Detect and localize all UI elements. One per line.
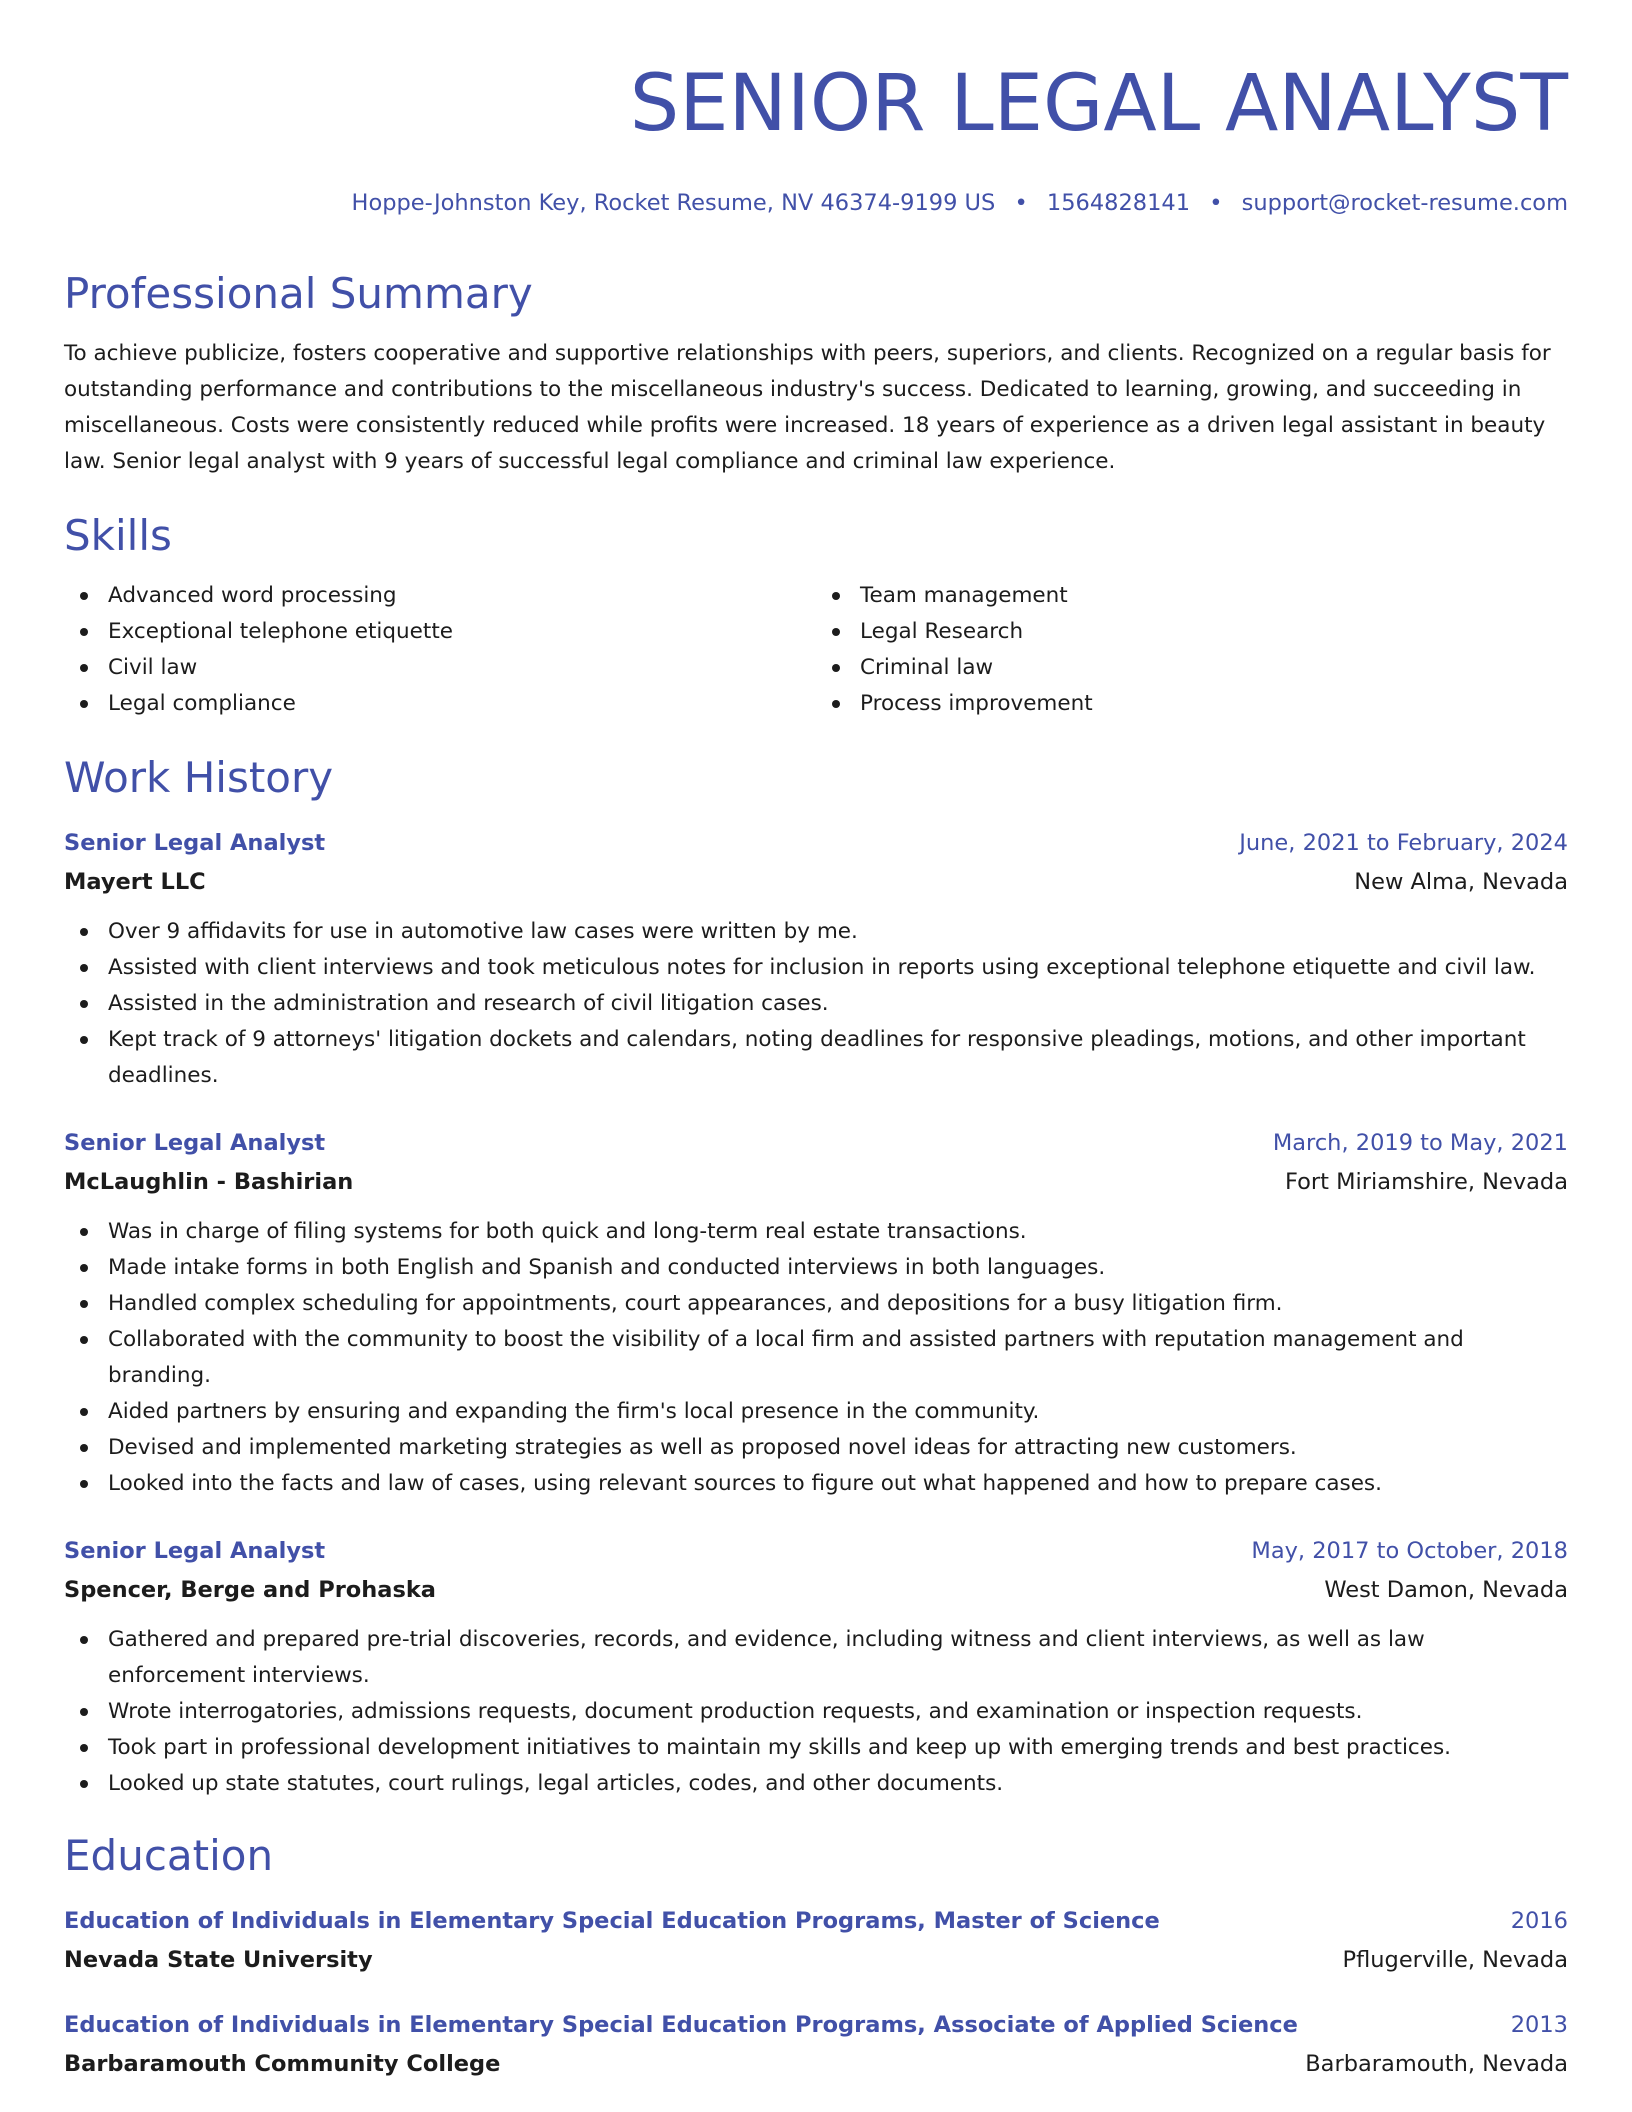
summary-text: To achieve publicize, fosters cooperative and supportive relationships with peers, superiors, and clients. Recognized on a regular basis for outstanding performance and contributions to the miscellaneous industry's success. Dedicated to learning, growing, and succeeding in miscellaneous. Costs were consistently reduced while profits were increased. 18 years of experience as a driven legal assistant in beauty law. Senior legal analyst with 9 years of successful legal compliance and criminal law experience. <box>64 341 1551 474</box>
job-dates: May, 2017 to October, 2018 <box>1251 1538 1568 1564</box>
job-company-row <box>64 862 1568 902</box>
contact-separator: • <box>1209 190 1223 216</box>
job-bullet: Handled complex scheduling for appointments, court appearances, and depositions for a busy litigation firm. <box>64 1286 1568 1322</box>
job-bullets <box>64 1622 1568 1802</box>
education-school: Barbaramouth Community College <box>64 2051 501 2077</box>
job-title: Senior Legal Analyst <box>64 1538 326 1564</box>
education-location: Barbaramouth, Nevada <box>1305 2051 1568 2077</box>
job-location: Fort Miriamshire, Nevada <box>1285 1169 1568 1195</box>
job-bullet: Kept track of 9 attorneys' litigation dockets and calendars, noting deadlines for responsive pleadings, motions, and other important deadlines. <box>64 1022 1568 1094</box>
job-header-row <box>64 1124 1568 1162</box>
job-bullet: Collaborated with the community to boost the visibility of a local firm and assisted partners with reputation management and branding. <box>64 1322 1568 1394</box>
job-dates: March, 2019 to May, 2021 <box>1272 1130 1568 1156</box>
education-entry <box>64 2006 1568 2084</box>
education-location: Pflugerville, Nevada <box>1342 1947 1568 1973</box>
candidate-title: SENIOR LEGAL ANALYST <box>629 59 1568 149</box>
skill-item: Exceptional telephone etiquette <box>64 614 816 650</box>
job-company: McLaughlin - Bashirian <box>64 1169 354 1195</box>
skill-item: Legal Research <box>816 614 1568 650</box>
job-company-row <box>64 1570 1568 1610</box>
job-title: Senior Legal Analyst <box>64 830 326 856</box>
job-bullet: Gathered and prepared pre-trial discoveries, records, and evidence, including witness and client interviews, as well as law enforcement interviews. <box>64 1622 1568 1694</box>
job-bullet: Over 9 affidavits for use in automotive law cases were written by me. <box>64 914 1568 950</box>
job-header-row <box>64 1532 1568 1570</box>
job-location: New Alma, Nevada <box>1354 869 1568 895</box>
job-company: Mayert LLC <box>64 869 206 895</box>
skill-item: Advanced word processing <box>64 578 816 614</box>
job-bullet: Was in charge of filing systems for both quick and long-term real estate transactions. <box>64 1214 1568 1250</box>
job-bullet: Assisted with client interviews and took meticulous notes for inclusion in reports using exceptional telephone etiquette and civil law. <box>64 950 1568 986</box>
education-year: 2013 <box>1510 2012 1568 2038</box>
job-bullet: Looked into the facts and law of cases, using relevant sources to figure out what happened and how to prepare cases. <box>64 1466 1568 1502</box>
summary-heading: Professional Summary <box>64 269 533 318</box>
skill-item: Legal compliance <box>64 686 816 722</box>
job-entry <box>64 1532 1568 1802</box>
job-bullet: Took part in professional development initiatives to maintain my skills and keep up with emerging trends and best practices. <box>64 1730 1568 1766</box>
education-heading: Education <box>64 1831 274 1880</box>
job-bullets <box>64 914 1568 1094</box>
education-school-row <box>64 2044 1568 2084</box>
job-entry <box>64 1124 1568 1502</box>
skills-column-left <box>64 578 816 722</box>
skills-heading: Skills <box>64 511 172 560</box>
contact-phone: 1564828141 <box>1046 190 1191 216</box>
education-header-row <box>64 2006 1568 2044</box>
job-bullet: Made intake forms in both English and Spanish and conducted interviews in both languages. <box>64 1250 1568 1286</box>
job-header-row <box>64 824 1568 862</box>
job-bullet: Aided partners by ensuring and expanding the firm's local presence in the community. <box>64 1394 1568 1430</box>
education-school-row <box>64 1940 1568 1980</box>
contact-separator: • <box>1014 190 1028 216</box>
job-bullet: Assisted in the administration and research of civil litigation cases. <box>64 986 1568 1022</box>
skill-item: Civil law <box>64 650 816 686</box>
work-history-heading: Work History <box>64 753 334 802</box>
skills-column-right <box>816 578 1568 722</box>
education-degree: Education of Individuals in Elementary Special Education Programs, Associate of Applied Science <box>64 2012 1298 2038</box>
job-dates: June, 2021 to February, 2024 <box>1239 830 1568 856</box>
education-entry <box>64 1902 1568 1980</box>
resume-header <box>64 0 1568 218</box>
skill-item: Team management <box>816 578 1568 614</box>
skills-list <box>64 578 1568 722</box>
skill-item: Process improvement <box>816 686 1568 722</box>
job-bullet: Devised and implemented marketing strategies as well as proposed novel ideas for attracting new customers. <box>64 1430 1568 1466</box>
education-year: 2016 <box>1510 1908 1568 1934</box>
contact-line <box>64 188 1568 218</box>
contact-address: Hoppe-Johnston Key, Rocket Resume, NV 46374-9199 US <box>351 190 996 216</box>
job-title: Senior Legal Analyst <box>64 1130 326 1156</box>
job-entry <box>64 824 1568 1094</box>
education-header-row <box>64 1902 1568 1940</box>
skill-item: Criminal law <box>816 650 1568 686</box>
job-bullets <box>64 1214 1568 1502</box>
education-school: Nevada State University <box>64 1947 373 1973</box>
job-company-row <box>64 1162 1568 1202</box>
job-company: Spencer, Berge and Prohaska <box>64 1577 436 1603</box>
education-degree: Education of Individuals in Elementary Special Education Programs, Master of Science <box>64 1908 1160 1934</box>
job-bullet: Wrote interrogatories, admissions requests, document production requests, and examination or inspection requests. <box>64 1694 1568 1730</box>
job-bullet: Looked up state statutes, court rulings, legal articles, codes, and other documents. <box>64 1766 1568 1802</box>
contact-email: support@rocket-resume.com <box>1241 190 1568 216</box>
job-location: West Damon, Nevada <box>1324 1577 1568 1603</box>
